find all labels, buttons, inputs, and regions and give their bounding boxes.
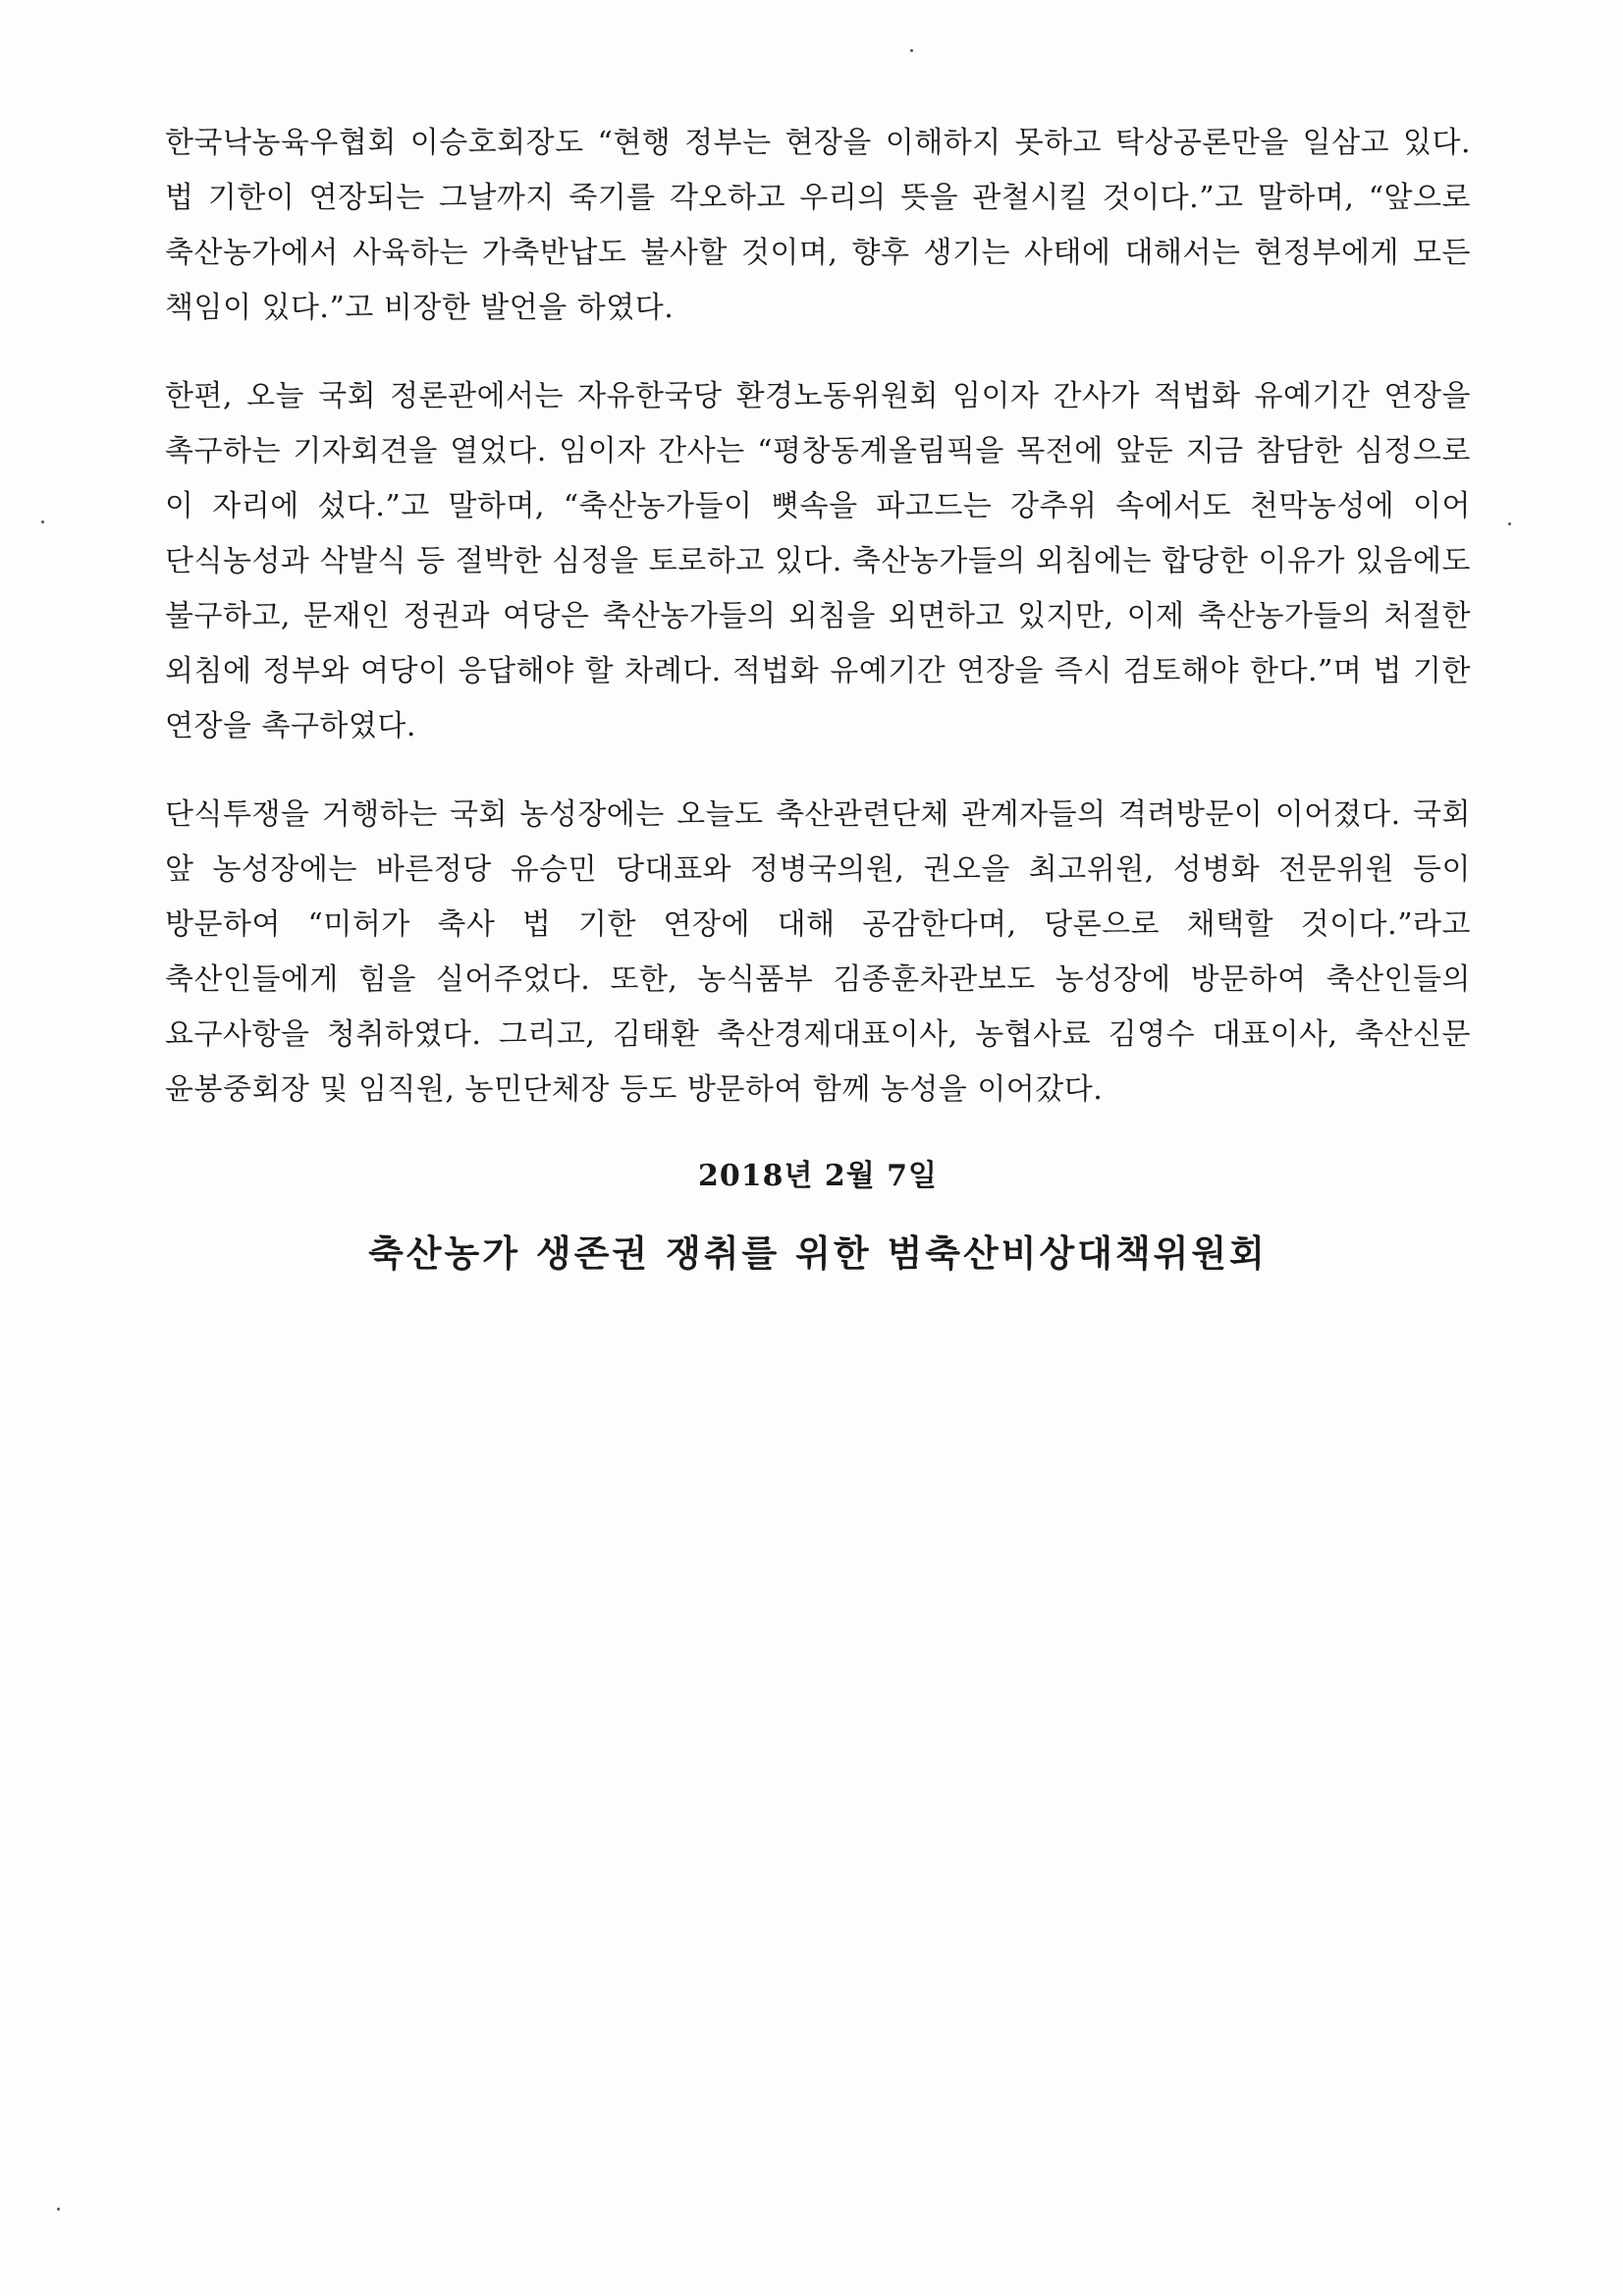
- document-body: [165, 116, 1471, 1277]
- scan-speck: [41, 520, 44, 523]
- paragraph-1: 한국낙농육우협회 이승호회장도 “현행 정부는 현장을 이해하지 못하고 탁상공론만을 일삼고 있다. 법 기한이 연장되는 그날까지 죽기를 각오하고 우리의 뜻을 관철시킬 것이다.”고 말하며, “앞으로 축산농가에서 사육하는 가축반납도 불사할 것이며, 향후 생기는 사태에 대해서는 현정부에게 모든 책임이 있다.”고 비장한 발언을 하였다.: [165, 126, 1471, 325]
- organization-name: 축산농가 생존권 쟁취를 위한 범축산비상대책위원회: [368, 1232, 1268, 1275]
- scan-speck: [1508, 522, 1511, 525]
- paragraph-3: 단식투쟁을 거행하는 국회 농성장에는 오늘도 축산관련단체 관계자들의 격려방문이 이어졌다. 국회 앞 농성장에는 바른정당 유승민 당대표와 정병국의원, 권오을 최고위원, 성병화 전문위원 등이 방문하여 “미허가 축사 법 기한 연장에 대해 공감한다며, 당론으로 채택할 것이다.”라고 축산인들에게 힘을 실어주었다. 또한, 농식품부 김종훈차관보도 농성장에 방문하여 축산인들의 요구사항을 청취하였다. 그리고, 김태환 축산경제대표이사, 농협사료 김영수 대표이사, 축산신문 윤봉중회장 및 임직원, 농민단체장 등도 방문하여 함께 농성을 이어갔다.: [165, 797, 1471, 1107]
- scan-speck: [910, 49, 913, 52]
- paragraph-2: 한편, 오늘 국회 정론관에서는 자유한국당 환경노동위원회 임이자 간사가 적법화 유예기간 연장을 촉구하는 기자회견을 열었다. 임이자 간사는 “평창동계올림픽을 목전에 앞둔 지금 참담한 심정으로 이 자리에 섰다.”고 말하며, “축산농가들이 뼛속을 파고드는 강추위 속에서도 천막농성에 이어 단식농성과 삭발식 등 절박한 심정을 토로하고 있다. 축산농가들의 외침에는 합당한 이유가 있음에도 불구하고, 문재인 정권과 여당은 축산농가들의 외침을 외면하고 있지만, 이제 축산농가들의 처절한 외침에 정부와 여당이 응답해야 할 차례다. 적법화 유예기간 연장을 즉시 검토해야 한다.”며 법 기한 연장을 촉구하였다.: [165, 379, 1471, 743]
- document-date: 2018년 2월 7일: [697, 1159, 939, 1193]
- scan-speck: [57, 2208, 60, 2211]
